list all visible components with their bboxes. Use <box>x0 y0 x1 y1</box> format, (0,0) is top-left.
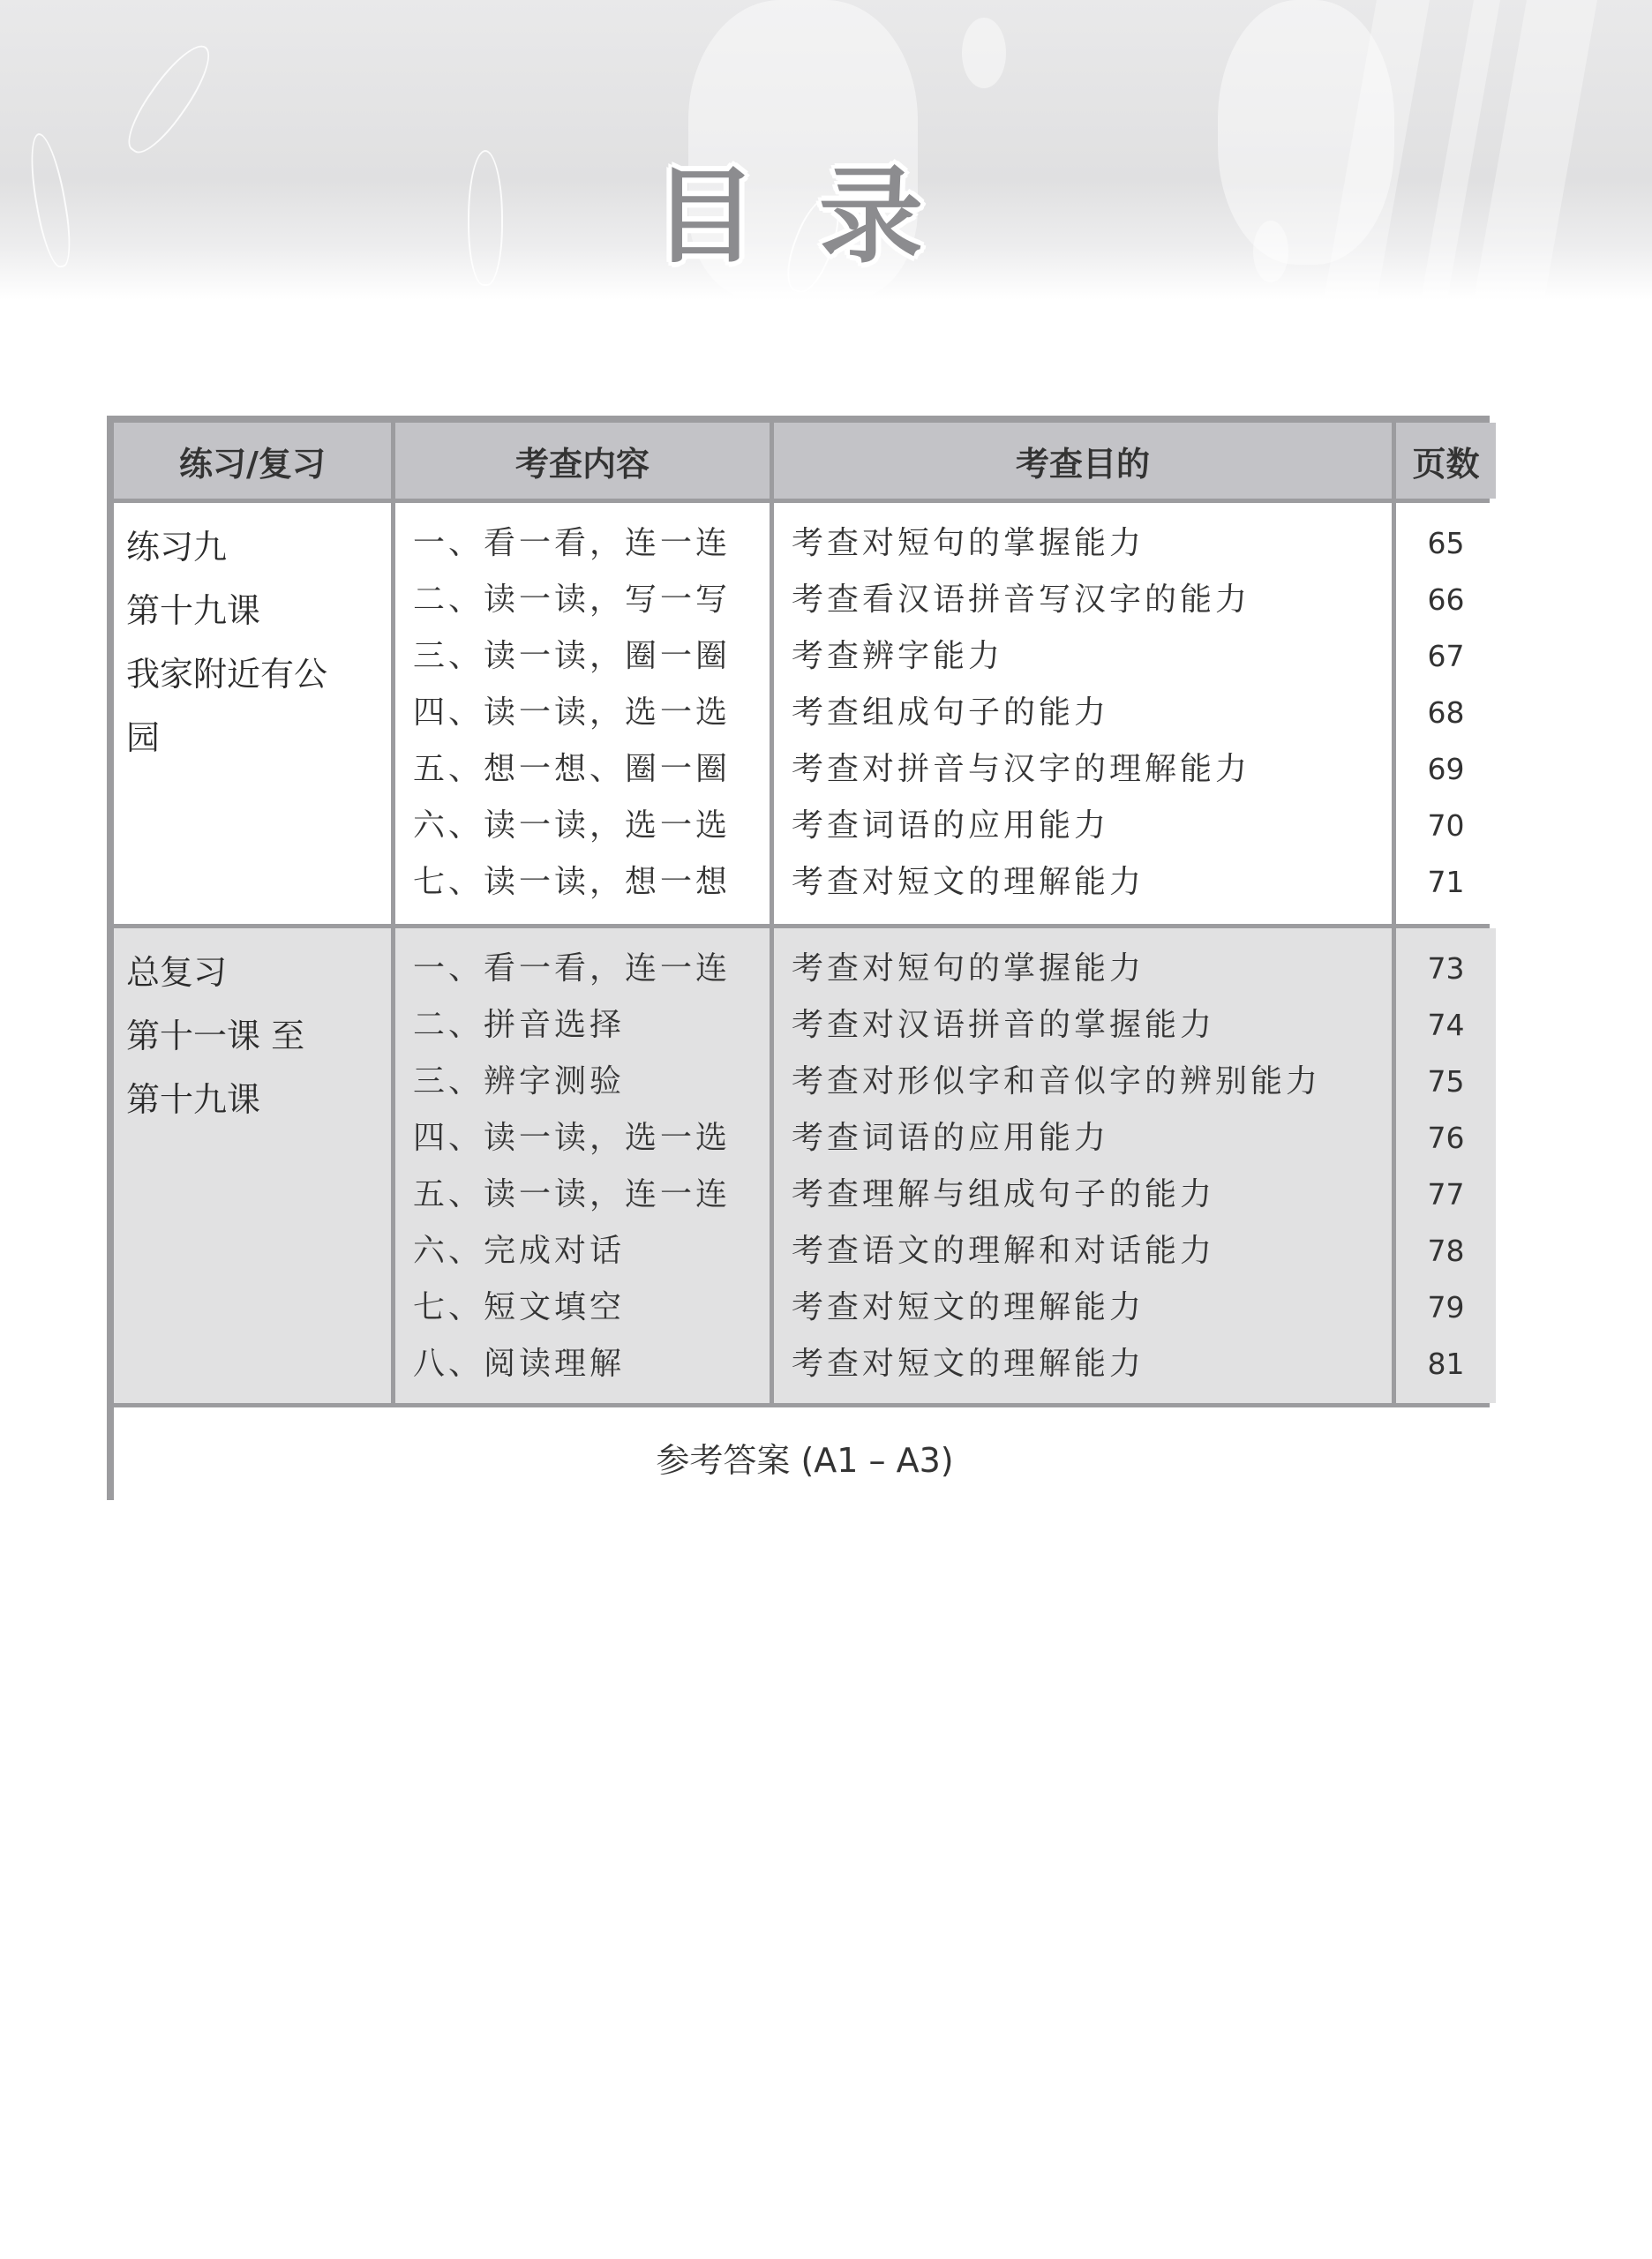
lesson-line: 第十一课 至 <box>126 1017 305 1055</box>
page-number: 67 <box>1427 639 1465 673</box>
purpose-item: 考查对形似字和音似字的辨别能力 <box>792 1063 1322 1099</box>
content-item[interactable]: 三、读一读，圈一圈 <box>413 638 732 674</box>
contents-table <box>107 416 1490 1500</box>
content-item[interactable]: 七、读一读，想一想 <box>413 864 732 900</box>
page-number: 79 <box>1427 1290 1465 1325</box>
content-item[interactable]: 一、看一看，连一连 <box>413 950 732 987</box>
page-title <box>653 132 986 277</box>
lesson-line: 第十九课 <box>126 591 261 630</box>
section-2-lesson <box>114 928 391 1403</box>
page-number: 75 <box>1427 1064 1465 1099</box>
answer-key-label: 参考答案 (A1 – A3) <box>656 1440 954 1480</box>
content-item[interactable]: 一、看一看，连一连 <box>413 525 732 561</box>
lesson-line: 练习九 <box>126 528 228 567</box>
dragonfly-icon <box>468 150 503 286</box>
petal-shape <box>1253 221 1288 282</box>
content-item[interactable]: 三、辨字测验 <box>413 1063 626 1099</box>
content-item[interactable]: 六、完成对话 <box>413 1233 626 1269</box>
purpose-item: 考查词语的应用能力 <box>792 807 1110 844</box>
header-content: 考查内容 <box>395 423 770 499</box>
content-item[interactable]: 二、读一读，写一写 <box>413 582 732 618</box>
page-number: 71 <box>1427 865 1465 899</box>
lesson-line: 第十九课 <box>126 1080 261 1119</box>
lesson-line: 园 <box>126 718 161 757</box>
page-number: 74 <box>1427 1008 1465 1042</box>
purpose-item: 考查辨字能力 <box>792 638 1004 674</box>
content-item[interactable]: 八、阅读理解 <box>413 1346 626 1382</box>
page-number: 70 <box>1427 808 1465 843</box>
content-item[interactable]: 六、读一读，选一选 <box>413 807 732 844</box>
content-item[interactable]: 五、想一想、圈一圈 <box>413 751 732 787</box>
purpose-item: 考查对短文的理解能力 <box>792 1346 1145 1382</box>
page-number: 81 <box>1427 1347 1465 1381</box>
lesson-line: 我家附近有公 <box>126 655 328 694</box>
page-number: 77 <box>1427 1177 1465 1212</box>
page-number: 73 <box>1427 951 1465 986</box>
content-item[interactable]: 五、读一读，连一连 <box>413 1176 732 1212</box>
section-2-contents <box>395 928 770 1403</box>
lesson-line: 总复习 <box>126 953 228 992</box>
purpose-item: 考查对拼音与汉字的理解能力 <box>792 751 1251 787</box>
petal-shape <box>962 18 1006 88</box>
page-number: 78 <box>1427 1234 1465 1268</box>
section-1-pages <box>1396 503 1496 924</box>
header-lesson: 练习/复习 <box>114 423 391 499</box>
page-number: 65 <box>1427 526 1465 560</box>
content-item[interactable]: 二、拼音选择 <box>413 1007 626 1043</box>
light-beam <box>1474 0 1597 300</box>
page-number: 69 <box>1427 752 1465 786</box>
purpose-item: 考查语文的理解和对话能力 <box>792 1233 1216 1269</box>
content-item[interactable]: 四、读一读，选一选 <box>413 1120 732 1156</box>
purpose-item: 考查对汉语拼音的掌握能力 <box>792 1007 1216 1043</box>
section-1-lesson <box>114 503 391 924</box>
purpose-item: 考查对短文的理解能力 <box>792 1289 1145 1325</box>
purpose-item: 考查组成句子的能力 <box>792 694 1110 731</box>
purpose-item: 考查词语的应用能力 <box>792 1120 1110 1156</box>
page-number: 68 <box>1427 695 1465 730</box>
section-2-pages <box>1396 928 1496 1403</box>
purpose-item: 考查对短句的掌握能力 <box>792 525 1145 561</box>
section-2-purposes <box>774 928 1392 1403</box>
section-1-contents <box>395 503 770 924</box>
purpose-item: 考查理解与组成句子的能力 <box>792 1176 1216 1212</box>
page-title-text: 目录 <box>653 155 986 277</box>
content-item[interactable]: 四、读一读，选一选 <box>413 694 732 731</box>
dragonfly-icon <box>24 131 77 270</box>
purpose-item: 考查看汉语拼音写汉字的能力 <box>792 582 1251 618</box>
purpose-item: 考查对短文的理解能力 <box>792 864 1145 900</box>
section-1-purposes <box>774 503 1392 924</box>
page-number: 66 <box>1427 582 1465 617</box>
header-banner <box>0 0 1652 300</box>
content-item[interactable]: 七、短文填空 <box>413 1289 626 1325</box>
dragonfly-icon <box>117 35 222 161</box>
answer-key-row[interactable] <box>114 1407 1496 1506</box>
header-purpose: 考查目的 <box>774 423 1392 499</box>
purpose-item: 考查对短句的掌握能力 <box>792 950 1145 987</box>
header-pages: 页数 <box>1396 423 1496 499</box>
page-number: 76 <box>1427 1121 1465 1155</box>
